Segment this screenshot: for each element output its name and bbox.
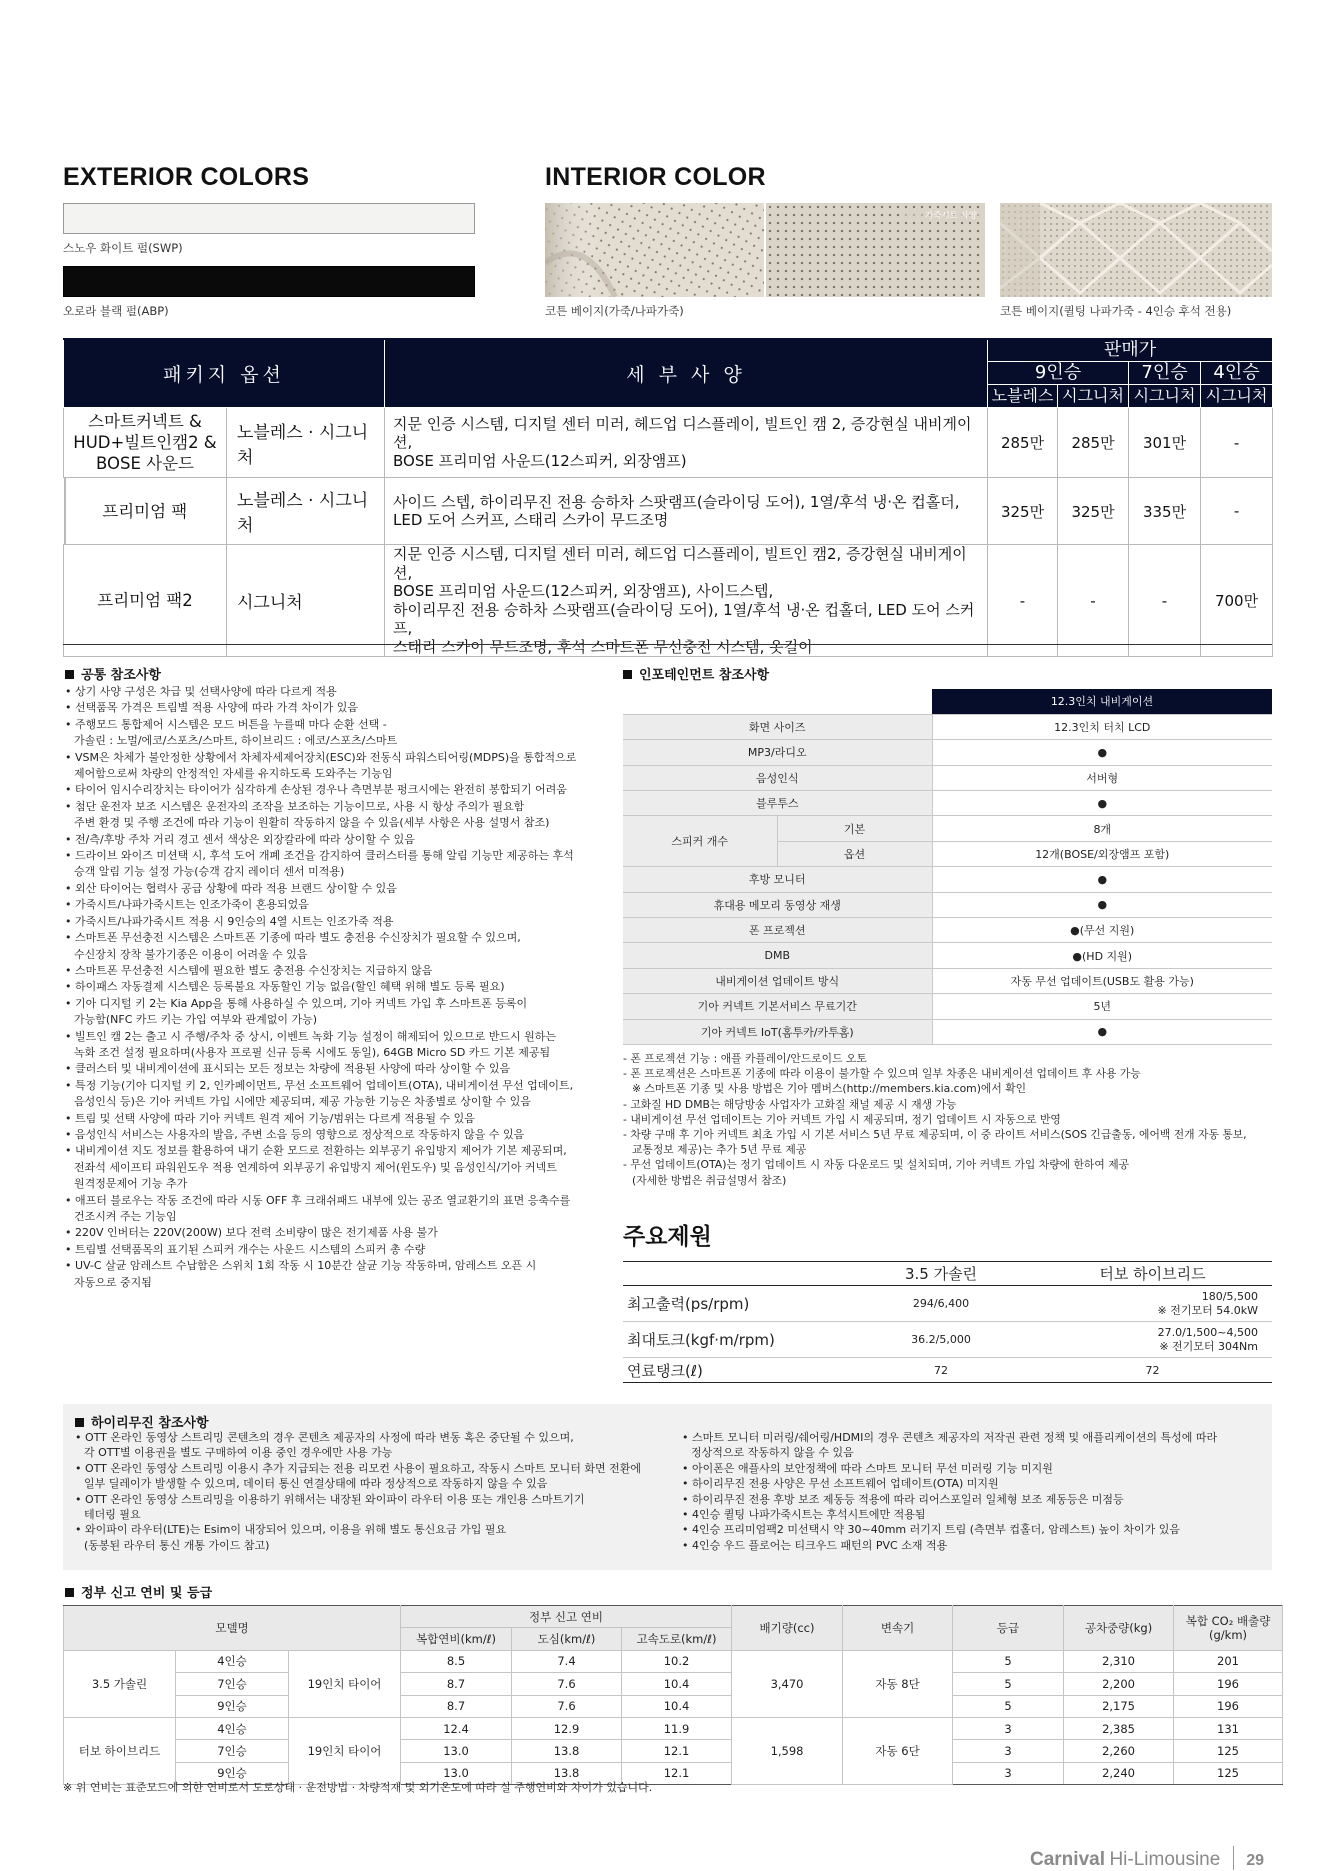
info-label: 음성인식 [623, 765, 932, 790]
package-grade: 시그니처 [227, 545, 385, 657]
package-name: 스마트커넥트 & HUD+빌트인캠2 & BOSE 사운드 [64, 408, 227, 478]
limousine-note-item: • 와이파이 라우터(LTE)는 Esim이 내장되어 있으며, 이용을 위해 별도 통신요금 가입 필요 (동봉된 라우터 통신 개통 가이드 참고) [75, 1522, 675, 1553]
cotton-beige-seat-image-2 [766, 203, 985, 297]
page-footer [1030, 1846, 1264, 1871]
common-note-item: • 전/측/후방 주차 거리 경고 센서 색상은 외장칼라에 따라 상이할 수 있음 [65, 832, 605, 848]
footer-divider [1233, 1846, 1234, 1870]
cotton-beige-seat-image-1 [545, 203, 764, 297]
fuel-highway-cell: 10.4 [622, 1673, 732, 1695]
fuel-highway-cell: 11.9 [622, 1717, 732, 1739]
fuel-co2-cell: 131 [1174, 1717, 1283, 1739]
spec-col-hybrid: 터보 하이브리드 [1033, 1262, 1272, 1286]
fuel-weight-header: 공차중량(kg) [1064, 1606, 1174, 1651]
limousine-note-item: • 4인승 퀼팅 나파가죽시트는 후석시트에만 적용됨 [682, 1507, 1272, 1522]
specs-title: 주요제원 [623, 1224, 712, 1250]
fuel-engine-cell: 3.5 가솔린 [64, 1650, 176, 1717]
fuel-efficiency-header: 정부 신고 연비 [401, 1606, 732, 1628]
exterior-title: EXTERIOR COLORS [63, 163, 310, 191]
price-cell: 325만 [988, 478, 1058, 545]
infotainment-note-item: - 내비게이션 무선 업데이트는 기아 커넥트 가입 시 제공되며, 정기 업데이트 시 자동으로 반영 [623, 1112, 1061, 1126]
leather-overlay-text: 가죽시트 사양 [925, 211, 977, 221]
info-label: 폰 프로젝션 [623, 918, 932, 943]
package-options-table [63, 338, 1273, 657]
price-cell: - [1129, 545, 1201, 657]
spec-value: 72 [1033, 1358, 1272, 1383]
fuel-weight-cell: 2,310 [1064, 1650, 1174, 1672]
package-bottom-rule [63, 644, 1272, 645]
limousine-notes-title: 하이리무진 참조사항 [75, 1412, 209, 1431]
fuel-weight-cell: 2,385 [1064, 1717, 1174, 1739]
fuel-co2-cell: 196 [1174, 1695, 1283, 1717]
limousine-note-item: • 하이리무진 전용 후방 보조 제동등 적용에 따라 리어스포일러 일체형 보조 제동등은 미점등 [682, 1492, 1272, 1507]
limousine-notes-right [682, 1430, 1272, 1553]
fuel-city-cell: 7.4 [512, 1650, 622, 1672]
common-note-item: • 주행모드 통합제어 시스템은 모드 버튼을 누를때 마다 순환 선택 - 가솔린 : 노멀/에코/스포츠/스마트, 하이브리드 : 에코/스포츠/스마트 [65, 717, 605, 750]
price-cell: - [1201, 408, 1273, 478]
package-top-rule [63, 338, 1272, 340]
fuel-combined-header: 복합연비(km/ℓ) [401, 1628, 512, 1650]
spec-col-gasoline: 3.5 가솔린 [849, 1262, 1033, 1286]
infotainment-note-item: - 폰 프로젝션은 스마트폰 기종에 따라 이용이 불가할 수 있으며 일부 차종은 내비게이션 업데이트 후 사용 가능 ※ 스마트폰 기종 및 사용 방법은 기아 멤버스(http://members.kia.com)에서 확인 [623, 1067, 1141, 1096]
common-note-item: • UV-C 살균 암레스트 수납함은 스위치 1회 작동 시 10분간 살균 기능 작동하며, 암레스트 오픈 시 자동으로 중지됨 [65, 1258, 605, 1291]
price-cell: 285만 [988, 408, 1058, 478]
price-cell: - [1058, 545, 1129, 657]
common-note-item: • 드라이브 와이즈 미션택 시, 후석 도어 개폐 조건을 감지하여 클러스터를 통해 알림 기능만 제공하는 후석 승객 알림 기능 설정 가능(승객 감지 레이더 센서 미적용) [65, 848, 605, 881]
spec-key: 최대토크(kgf·m/rpm) [623, 1322, 849, 1358]
infotainment-header: 12.3인치 내비게이션 [932, 689, 1272, 714]
info-value: 서버형 [932, 765, 1272, 790]
fuel-seat-cell: 4인승 [176, 1650, 289, 1672]
footer-model: Hi-Limousine [1109, 1849, 1221, 1870]
package-spec: 지문 인증 시스템, 디지털 센터 미러, 헤드업 디스플레이, 빌트인 캠 2, 증강현실 내비게이션, BOSE 프리미엄 사운드(12스피커, 외장앰프) [385, 408, 988, 478]
common-note-item: • VSM은 차체가 불안정한 상황에서 차체자세제어장치(ESC)와 전동식 파워스티어링(MDPS)을 통합적으로 제어함으로써 차량의 안정적인 자세를 유지하도록 도와주는 기능임 [65, 750, 605, 783]
package-spec: 지문 인증 시스템, 디지털 센터 미러, 헤드업 디스플레이, 빌트인 캠2, 증강현실 내비게이션, BOSE 프리미엄 사운드(12스피커, 외장앰프), 사이드스텝, 하이리무진 전용 승하차 스팟램프(슬라이딩 도어), 1열/후석 냉·온 컵홀더, LED 도어 스커프, 스태리 스카이 무드조명, 후석 스마트폰 무선충전 시스템, 옷걸이 [385, 545, 988, 657]
fuel-grade-cell: 5 [953, 1695, 1064, 1717]
common-note-item: • 애프터 블로우는 작동 조건에 따라 시동 OFF 후 크래쉬패드 내부에 있는 공조 열교환기의 표면 응축수를 건조시켜 주는 기능임 [65, 1193, 605, 1226]
info-label: 스피커 개수 [623, 816, 777, 867]
package-name: 프리미엄 팩2 [64, 545, 227, 657]
fuel-engine-cell: 터보 하이브리드 [64, 1717, 176, 1784]
price-cell: 325만 [1058, 478, 1129, 545]
price-cell: - [1201, 478, 1273, 545]
fuel-grade-cell: 3 [953, 1740, 1064, 1762]
fuel-grade-cell: 5 [953, 1650, 1064, 1672]
fuel-combined-cell: 13.0 [401, 1740, 512, 1762]
common-note-item: • 트림별 선택품목의 표기된 스피커 개수는 사운드 시스템의 스피커 총 수량 [65, 1242, 605, 1258]
fuel-highway-cell: 12.1 [622, 1740, 732, 1762]
fuel-city-cell: 7.6 [512, 1695, 622, 1717]
limousine-note-item: • OTT 온라인 동영상 스트리밍을 이용하기 위해서는 내장된 와이파이 라우터 이용 또는 개인용 스마트기기 테더링 필요 [75, 1492, 675, 1523]
info-value: 5년 [932, 994, 1272, 1019]
infotainment-note-item: - 고화질 HD DMB는 해당방송 사업자가 고화질 채널 제공 시 재생 가능 [623, 1097, 957, 1111]
fuel-weight-cell: 2,200 [1064, 1673, 1174, 1695]
info-value: 12.3인치 터치 LCD [932, 714, 1272, 739]
info-value: ●(무선 지원) [932, 918, 1272, 943]
spec-key: 연료탱크(ℓ) [623, 1358, 849, 1383]
fuel-transmission-header: 변속기 [843, 1606, 953, 1651]
fuel-highway-header: 고속도로(km/ℓ) [622, 1628, 732, 1650]
info-sublabel: 기본 [777, 816, 932, 841]
fuel-city-cell: 13.8 [512, 1740, 622, 1762]
fuel-combined-cell: 8.5 [401, 1650, 512, 1672]
fuel-highway-cell: 12.1 [622, 1762, 732, 1784]
info-value: ● [932, 1019, 1272, 1044]
fuel-city-cell: 13.8 [512, 1762, 622, 1784]
common-note-item: • 가죽시트/나파가죽시트 적용 시 9인승의 4열 시트는 인조가죽 적용 [65, 914, 605, 930]
interior-label-1: 코튼 베이지(가죽/나파가죽) [545, 304, 684, 318]
info-value: 8개 [932, 816, 1272, 841]
detail-spec-header: 세 부 사 양 [385, 339, 988, 408]
infotainment-title: 인포테인먼트 참조사항 [623, 664, 769, 683]
fuel-displacement-cell: 1,598 [732, 1717, 843, 1784]
common-note-item: • 빌트인 캠 2는 출고 시 주행/주차 중 상시, 이벤트 녹화 기능 설정이 해제되어 있으므로 반드시 원하는 녹화 조건 설정 필요하며(사용자 프로필 신규 등록 시에도 동일), 64GB Micro SD 카드 기본 제공됨 [65, 1029, 605, 1062]
common-note-item: • 클러스터 및 내비게이션에 표시되는 모든 정보는 차량에 적용된 사양에 따라 상이할 수 있음 [65, 1061, 605, 1077]
fuel-highway-cell: 10.4 [622, 1695, 732, 1717]
fuel-city-cell: 7.6 [512, 1673, 622, 1695]
info-value: 자동 무선 업데이트(USB도 활용 가능) [932, 968, 1272, 993]
fuel-combined-cell: 8.7 [401, 1673, 512, 1695]
infotainment-table [623, 689, 1272, 1045]
common-note-item: • 첨단 운전자 보조 시스템은 운전자의 조작을 보조하는 기능이므로, 사용 시 항상 주의가 필요함 주변 환경 및 주행 조건에 따라 기능이 원활히 작동하지 않을 수 있음(세부 사항은 사용 설명서 참조) [65, 799, 605, 832]
page-number: 29 [1246, 1852, 1265, 1869]
info-label: 내비게이션 업데이트 방식 [623, 968, 932, 993]
common-note-item: • 기아 디지털 키 2는 Kia App을 통해 사용하실 수 있으며, 기아 커넥트 가입 후 스마트폰 등록이 가능함(NFC 카드 키는 가입 여부와 관계없이 가능) [65, 996, 605, 1029]
signature-header-7: 시그니처 [1129, 385, 1201, 408]
fuel-grade-cell: 3 [953, 1717, 1064, 1739]
spec-key: 최고출력(ps/rpm) [623, 1286, 849, 1322]
signature-header-9: 시그니처 [1058, 385, 1129, 408]
spec-note: ※ 전기모터 304Nm [1159, 1339, 1258, 1353]
fuel-row [64, 1695, 1283, 1717]
fuel-city-header: 도심(km/ℓ) [512, 1628, 622, 1650]
info-value: 12개(BOSE/외장앰프 포함) [932, 841, 1272, 866]
fuel-highway-cell: 10.2 [622, 1650, 732, 1672]
spec-value: 36.2/5,000 [849, 1322, 1033, 1358]
noblesse-header: 노블레스 [988, 385, 1058, 408]
common-note-item: • 음성인식 서비스는 사용자의 발음, 주변 소음 등의 영향으로 정상적으로 작동하지 않을 수 있음 [65, 1127, 605, 1143]
fuel-transmission-cell: 자동 8단 [843, 1650, 953, 1717]
four-seat-header: 4인승 [1201, 362, 1273, 385]
fuel-transmission-cell: 자동 6단 [843, 1717, 953, 1784]
white-pearl-label: 스노우 화이트 펄(SWP) [63, 241, 183, 255]
limousine-note-item: • 4인승 우드 플로어는 티크우드 패턴의 PVC 소재 적용 [682, 1538, 1272, 1553]
info-sublabel: 옵션 [777, 841, 932, 866]
limousine-note-item: • 4인승 프리미엄팩2 미선택시 약 30~40mm 러기지 트림 (측면부 컵홀더, 암레스트) 높이 차이가 있음 [682, 1522, 1272, 1537]
infotainment-note-item: - 폰 프로젝션 기능 : 애플 카플레이/안드로이드 오토 [623, 1052, 867, 1065]
fuel-displacement-header: 배기량(cc) [732, 1606, 843, 1651]
fuel-seat-cell: 9인승 [176, 1695, 289, 1717]
fuel-weight-cell: 2,240 [1064, 1762, 1174, 1784]
price-cell: 335만 [1129, 478, 1201, 545]
interior-label-2: 코튼 베이지(퀼팅 나파가죽 - 4인승 후석 전용) [1000, 304, 1232, 318]
info-label: MP3/라디오 [623, 740, 932, 765]
common-note-item: • 스마트폰 무선충전 시스템은 스마트폰 기종에 따라 별도 충전용 수신장치가 필요할 수 있으며, 수신장치 장착 불가기종은 이용이 어려울 수 있음 [65, 930, 605, 963]
fuel-grade-header: 등급 [953, 1606, 1064, 1651]
info-label: DMB [623, 943, 932, 968]
info-label: 기아 커넥트 IoT(홈투카/카투홈) [623, 1019, 932, 1044]
fuel-weight-cell: 2,260 [1064, 1740, 1174, 1762]
price-cell: 301만 [1129, 408, 1201, 478]
fuel-co2-cell: 125 [1174, 1762, 1283, 1784]
package-name: 프리미엄 팩 [64, 478, 227, 545]
limousine-note-item: • OTT 온라인 동영상 스트리밍 이용시 추가 지급되는 전용 리모컨 사용이 필요하고, 작동시 스마트 모니터 화면 전환에 일부 딜레이가 발생할 수 있으며, 데이터 통신 연결상태에 따라 정상적으로 작동하지 않을 수 있음 [75, 1461, 675, 1492]
black-pearl-swatch[interactable] [63, 266, 475, 297]
common-notes-list [65, 684, 605, 1291]
common-note-item: • 특정 기능(기아 디지털 키 2, 인카페이먼트, 무선 소프트웨어 업데이트(OTA), 내비게이션 무선 업데이트, 음성인식 등)은 기아 커넥트 가입 시에만 제공되며, 제공 가능한 기능은 차종별로 상이할 수 있음 [65, 1078, 605, 1111]
fuel-seat-cell: 7인승 [176, 1740, 289, 1762]
fuel-displacement-cell: 3,470 [732, 1650, 843, 1717]
price-cell: 285만 [1058, 408, 1129, 478]
limousine-note-item: • 아이폰은 애플사의 보안정책에 따라 스마트 모니터 무선 미러링 기능 미지원 [682, 1461, 1272, 1476]
common-note-item: • 220V 인버터는 220V(200W) 보다 전력 소비량이 많은 전기제품 사용 불가 [65, 1225, 605, 1241]
fuel-co2-cell: 125 [1174, 1740, 1283, 1762]
footer-brand: Carnival [1030, 1849, 1105, 1870]
fuel-grade-cell: 5 [953, 1673, 1064, 1695]
info-label: 후방 모니터 [623, 867, 932, 892]
nine-seat-header: 9인승 [988, 362, 1129, 385]
fuel-seat-cell: 7인승 [176, 1673, 289, 1695]
info-label: 기아 커넥트 기본서비스 무료기간 [623, 994, 932, 1019]
info-value: ● [932, 740, 1272, 765]
fuel-tire-cell: 19인치 타이어 [289, 1650, 401, 1717]
quilted-nappa-seat-image [1000, 203, 1272, 297]
fuel-tire-cell: 19인치 타이어 [289, 1717, 401, 1784]
spec-value: 294/6,400 [849, 1286, 1033, 1322]
common-note-item: • 하이패스 자동결제 시스템은 등록불요 자동할인 기능 없음(할인 혜택 위해 별도 등록 필요) [65, 979, 605, 995]
infotainment-notes-list [623, 1051, 1273, 1188]
interior-title: INTERIOR COLOR [545, 163, 766, 191]
fuel-seat-cell: 9인승 [176, 1762, 289, 1784]
fuel-weight-cell: 2,175 [1064, 1695, 1174, 1717]
price-cell: 700만 [1201, 545, 1273, 657]
white-pearl-swatch[interactable] [63, 203, 475, 234]
package-grade: 노블레스 · 시그니처 [227, 478, 385, 545]
common-note-item: • 트림 및 선택 사양에 따라 기아 커넥트 원격 제어 기능/범위는 다르게 적용될 수 있음 [65, 1111, 605, 1127]
fuel-co2-header: 복합 CO₂ 배출량 (g/km) [1174, 1606, 1283, 1651]
fuel-grade-cell: 3 [953, 1762, 1064, 1784]
fuel-row [64, 1650, 1283, 1672]
common-note-item: • 상기 사양 구성은 차급 및 선택사양에 따라 다르게 적용 [65, 684, 605, 700]
limousine-note-item: • 하이리무진 전용 사양은 무선 소프트웨어 업데이트(OTA) 미지원 [682, 1476, 1272, 1491]
fuel-combined-cell: 8.7 [401, 1695, 512, 1717]
common-note-item: • 내비게이션 지도 정보를 활용하여 내기 순환 모드로 전환하는 외부공기 유입방지 제어가 기본 제공되며, 전좌석 세이프티 파워윈도우 적용 연계하여 외부공기 유입방지 제어(윈도우) 및 음성인식/기아 커넥트 원격정문제어 기능 추가 [65, 1143, 605, 1192]
limousine-note-item: • OTT 온라인 동영상 스트리밍 콘텐츠의 경우 콘텐츠 제공자의 사정에 따라 변동 혹은 중단될 수 있으며, 각 OTT별 이용권을 별도 구매하여 이용 중인 경우에만 사용 가능 [75, 1430, 675, 1461]
info-value: ●(HD 지원) [932, 943, 1272, 968]
common-note-item: • 타이어 임시수리장치는 타이어가 심각하게 손상된 경우나 측면부분 펑크시에는 완전히 봉합되기 어려움 [65, 782, 605, 798]
price-cell: - [988, 545, 1058, 657]
seven-seat-header: 7인승 [1129, 362, 1201, 385]
package-grade: 노블레스 · 시그니처 [227, 408, 385, 478]
fuel-title: 정부 신고 연비 및 등급 [65, 1582, 212, 1601]
limousine-note-item: • 스마트 모니터 미러링/쉐어링/HDMI의 경우 콘텐츠 제공자의 저작권 관련 정책 및 애플리케이션의 특성에 따라 정상적으로 작동하지 않을 수 있음 [682, 1430, 1272, 1461]
info-label: 휴대용 메모리 동영상 재생 [623, 892, 932, 917]
fuel-row [64, 1717, 1283, 1739]
infotainment-note-item: - 무선 업데이트(OTA)는 정기 업데이트 시 자동 다운로드 및 설치되며, 기아 커넥트 가입 차량에 한하여 제공 (자세한 방법은 취급설명서 참조) [623, 1158, 1130, 1187]
specs-table [623, 1261, 1272, 1383]
fuel-model-header: 모델명 [64, 1606, 401, 1651]
common-note-item: • 가죽시트/나파가죽시트는 인조가죽이 혼용되었음 [65, 897, 605, 913]
fuel-row [64, 1740, 1283, 1762]
spec-value: 180/5,500 [1201, 1289, 1258, 1303]
fuel-city-cell: 12.9 [512, 1717, 622, 1739]
fuel-seat-cell: 4인승 [176, 1717, 289, 1739]
price-header: 판매가 [988, 339, 1273, 362]
fuel-combined-cell: 12.4 [401, 1717, 512, 1739]
common-notes-title: 공통 참조사항 [65, 664, 161, 683]
limousine-notes-left [75, 1430, 675, 1553]
spec-value: 27.0/1,500~4,500 [1157, 1325, 1258, 1339]
package-option-header: 패키지 옵션 [64, 339, 385, 408]
spec-value: 72 [849, 1358, 1033, 1383]
infotainment-note-item: - 차량 구매 후 기아 커넥트 최초 가입 시 기본 서비스 5년 무료 제공되며, 이 중 라이트 서비스(SOS 긴급출동, 에어백 전개 자동 통보, 교통정보 제공)는 추가 5년 무료 제공 [623, 1128, 1247, 1157]
signature-header-4: 시그니처 [1201, 385, 1273, 408]
fuel-footnote: ※ 위 연비는 표준모드에 의한 연비로서 도로상태 · 운전방법 · 차량적재 및 외기온도에 따라 실 주행연비와 차이가 있습니다. [63, 1781, 653, 1794]
fuel-combined-cell: 13.0 [401, 1762, 512, 1784]
info-label: 블루투스 [623, 791, 932, 816]
fuel-efficiency-table [63, 1605, 1283, 1785]
fuel-row [64, 1673, 1283, 1695]
common-note-item: • 스마트폰 무선충전 시스템에 필요한 별도 충전용 수신장치는 지급하지 않음 [65, 963, 605, 979]
common-note-item: • 선택품목 가격은 트림별 적용 사양에 따라 가격 차이가 있음 [65, 700, 605, 716]
common-note-item: • 외산 타이어는 협력사 공급 상황에 따라 적용 브랜드 상이할 수 있음 [65, 881, 605, 897]
fuel-co2-cell: 196 [1174, 1673, 1283, 1695]
spec-note: ※ 전기모터 54.0kW [1157, 1303, 1258, 1317]
info-value: ● [932, 892, 1272, 917]
info-label: 화면 사이즈 [623, 714, 932, 739]
black-pearl-label: 오로라 블랙 펄(ABP) [63, 304, 169, 318]
info-value: ● [932, 867, 1272, 892]
package-spec: 사이드 스텝, 하이리무진 전용 승하차 스팟램프(슬라이딩 도어), 1열/후석 냉·온 컵홀더, LED 도어 스커프, 스태리 스카이 무드조명 [385, 478, 988, 545]
info-value: ● [932, 791, 1272, 816]
fuel-co2-cell: 201 [1174, 1650, 1283, 1672]
